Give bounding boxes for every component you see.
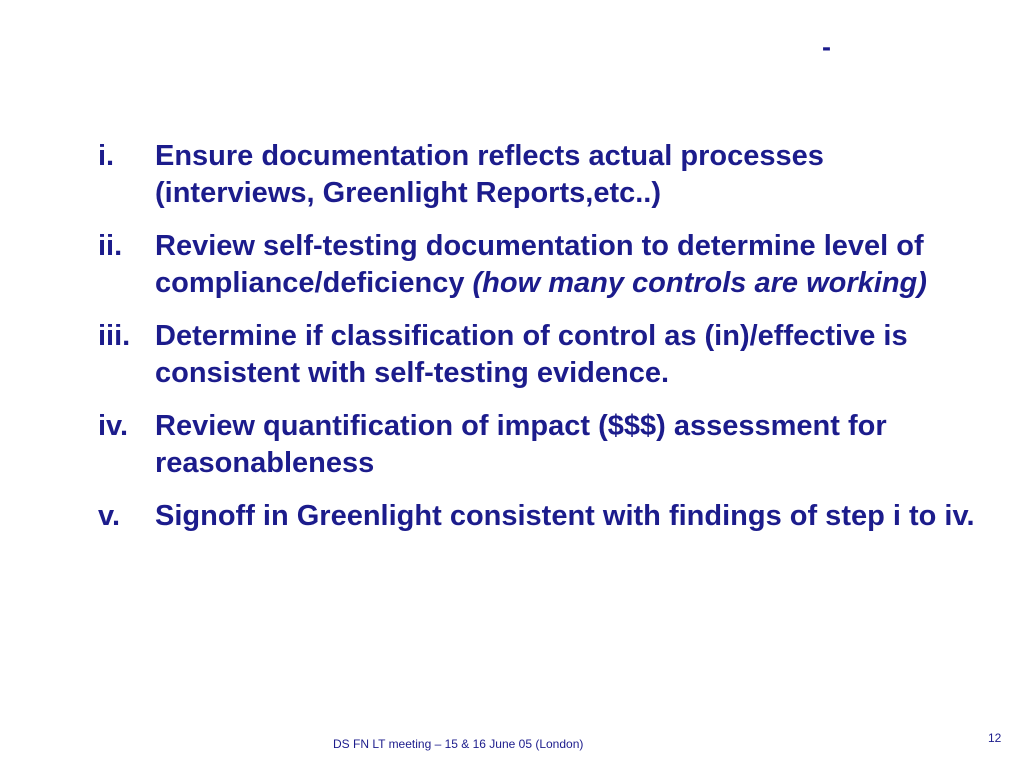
item-text xyxy=(155,138,978,212)
list-item xyxy=(98,408,978,482)
page-number: 12 xyxy=(988,731,1002,745)
item-text-regular: Review self-testing documentation to determine level of compliance/deficiency xyxy=(155,230,924,299)
item-text-regular: Signoff in Greenlight consistent with findings of step i to iv. xyxy=(155,500,975,532)
item-text xyxy=(155,228,978,302)
item-text-regular: Ensure documentation reflects actual processes (interviews, Greenlight Reports,etc..) xyxy=(155,140,824,209)
list-item xyxy=(98,138,978,212)
item-number: iii. xyxy=(98,320,131,352)
list-item xyxy=(98,498,978,535)
title-marker: - xyxy=(822,32,831,62)
list-item xyxy=(98,228,978,302)
item-number: i. xyxy=(98,140,115,172)
item-text-italic: (how many controls are working) xyxy=(472,267,927,299)
item-text xyxy=(155,498,978,535)
item-number: v. xyxy=(98,500,121,532)
item-text xyxy=(155,408,978,482)
item-text-regular: Determine if classification of control as (in)/effective is consistent with self-testing evidence. xyxy=(155,320,908,389)
footer-text: DS FN LT meeting – 15 & 16 June 05 (London) xyxy=(333,737,584,751)
item-number: iv. xyxy=(98,410,129,442)
step-list xyxy=(98,138,978,551)
list-item xyxy=(98,318,978,392)
item-number: ii. xyxy=(98,230,123,262)
item-text-regular: Review quantification of impact ($$$) assessment for reasonableness xyxy=(155,410,887,479)
item-text xyxy=(155,318,978,392)
